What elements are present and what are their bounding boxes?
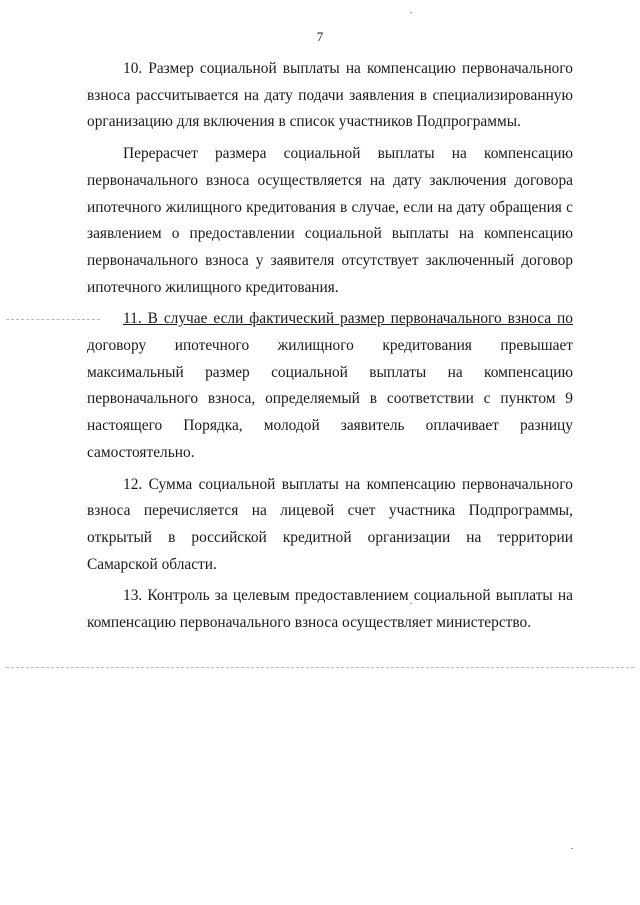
paragraph-10-recalculation: Перерасчет размера социальной выплаты на компенсацию первоначального взноса осуществляется на дату заключения договора ипотечного жилищного кредитования в случае, если на дату обращения с заявлением о предоставлении социальной выплаты на компенсацию первоначального взноса у заявителя отсутствует заключенный договор ипотечного жилищного кредитования. <box>87 145 573 296</box>
paragraph-11-rest: договору ипотечного жилищного кредитования превышает максимальный размер социальной выплаты на компенсацию первоначального взноса, определяемый в соответствии с пунктом 9 настоящего Порядка, молодой заявитель оплачивает разницу самостоятельно. <box>87 337 573 461</box>
scan-artifact-dot <box>410 12 412 13</box>
paragraph-12: 12. Сумма социальной выплаты на компенсацию первоначального взноса перечисляется на лицевой счет участника Подпрограммы, открытый в российской кредитной организации на территории Самарской области. <box>87 475 573 573</box>
scan-artifact-line <box>6 319 100 320</box>
scan-artifact-dot <box>571 848 573 849</box>
paragraph-11 <box>87 306 573 466</box>
page-number: 7 <box>316 29 324 44</box>
paragraph-10: 10. Размер социальной выплаты на компенсацию первоначального взноса рассчитывается на дату подачи заявления в специализированную организацию для включения в список участников Подпрограммы. <box>87 60 573 131</box>
paragraph-11-start: 11. В случае если фактический размер первоначального взноса по <box>123 310 573 328</box>
scan-artifact-line <box>6 667 634 668</box>
paragraph-13: 13. Контроль за целевым предоставлением социальной выплаты на компенсацию первоначального взноса осуществляет министерство. <box>87 587 573 632</box>
document-body <box>87 56 573 642</box>
